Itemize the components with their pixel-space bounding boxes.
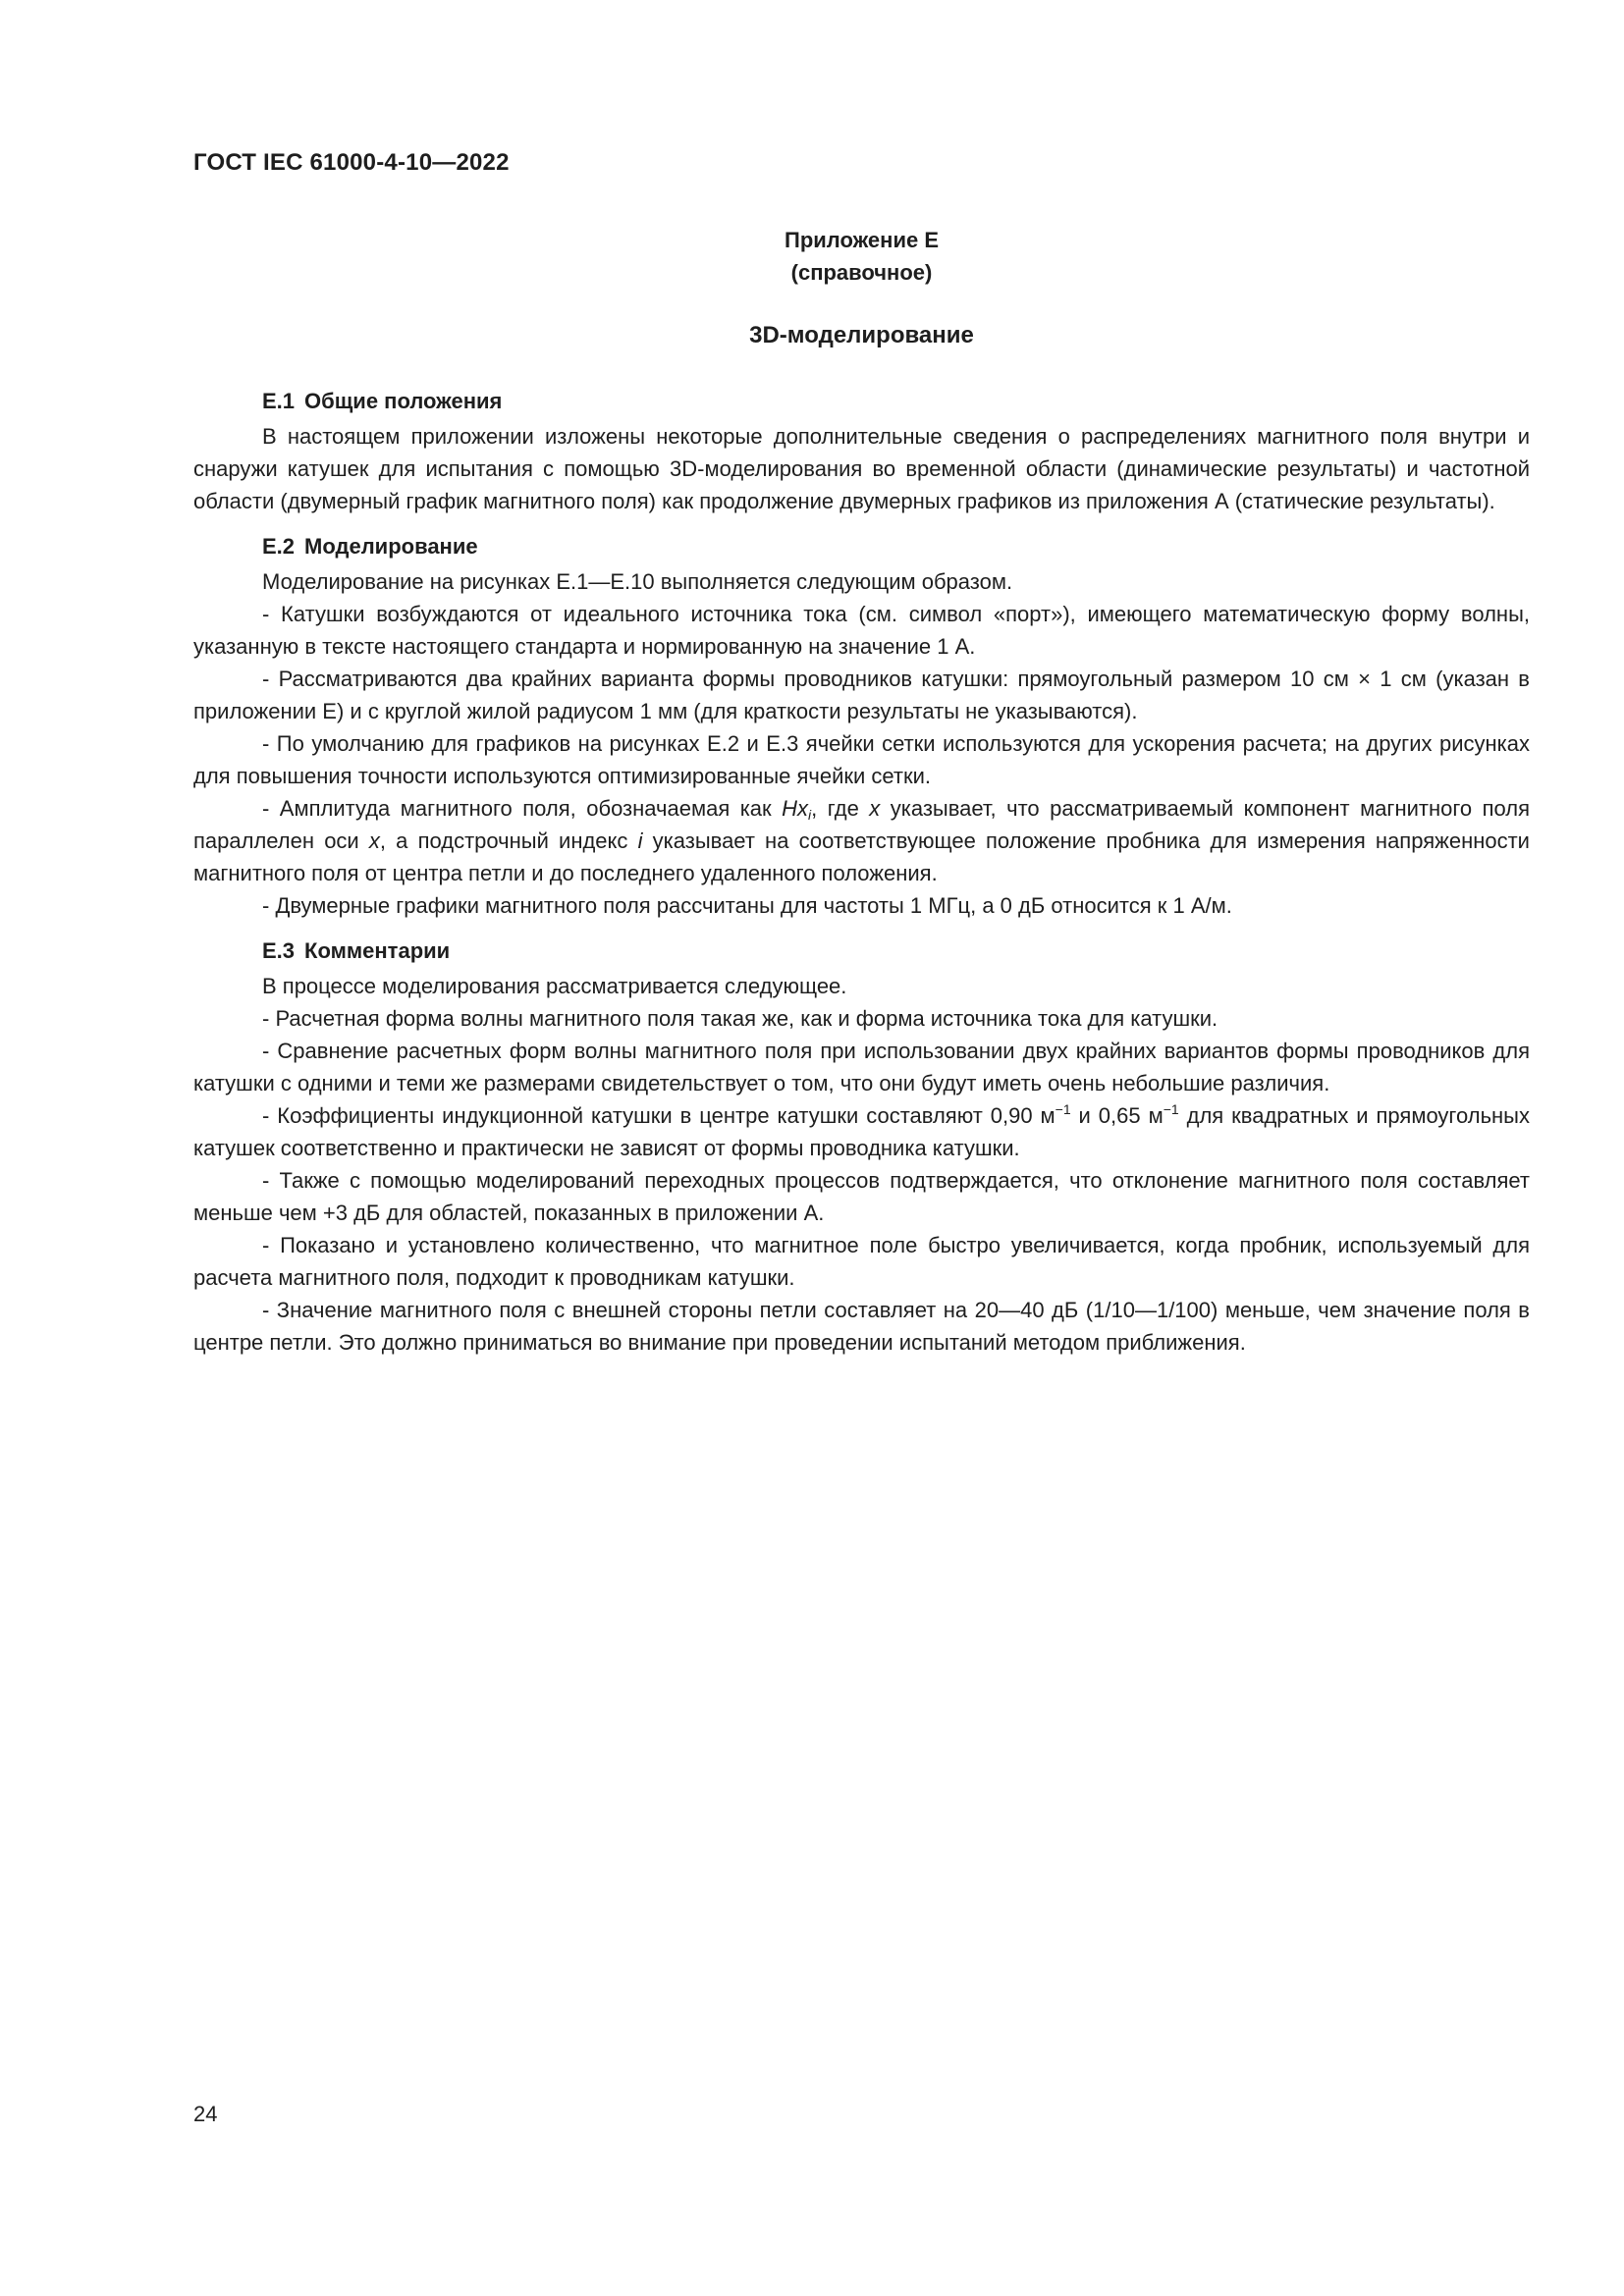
annex-kind: (справочное) [790,260,933,285]
section-e1 [193,385,1530,517]
section-heading [193,385,1530,417]
paragraph: - Двумерные графики магнитного поля рассчитаны для частоты 1 МГц, а 0 дБ относится к 1 А/м. [262,893,1232,918]
section-heading [193,934,1530,967]
paragraph: Моделирование на рисунках Е.1—Е.10 выполняется следующим образом. [262,569,1013,594]
standard-designation: ГОСТ IEC 61000-4-10—2022 [193,149,510,176]
paragraph-amplitude [193,792,1530,889]
paragraph: - Сравнение расчетных форм волны магнитного поля при использовании двух крайних вариантов формы проводников для катушки с одними и теми же размерами свидетельствует о том, что они будут иметь очень небольшие различия. [193,1039,1530,1095]
text-run: - Коэффициенты индукционной катушки в центре катушки составляют 0,90 м [262,1103,1056,1128]
section-title: Комментарии [304,938,451,963]
page-number: 24 [193,2102,218,2126]
paragraph: В процессе моделирования рассматривается следующее. [262,974,847,998]
symbol-text: Hx [782,796,809,821]
annex-subject: 3D-моделирование [749,322,974,348]
paragraph: - Показано и установлено количественно, что магнитное поле быстро увеличивается, когда пробник, используемый для расчета магнитного поля, подходит к проводникам катушки. [193,1233,1530,1290]
paragraph: - Также с помощью моделирований переходных процессов подтверждается, что отклонение магнитного поля составляет меньше чем +3 дБ для областей, показанных в приложении А. [193,1168,1530,1225]
section-title: Моделирование [304,534,478,559]
text-run: , где [811,796,870,821]
variable-x: x [368,828,380,853]
text-run: , а подстрочный индекс [379,828,638,853]
section-title: Общие положения [304,389,503,413]
symbol-subscript: i [808,807,812,823]
annex-title: Приложение Е [785,228,939,252]
text-run: - Амплитуда магнитного поля, обозначаемая как [262,796,783,821]
paragraph-coefficients [193,1099,1530,1164]
section-number: Е.3 [262,938,296,963]
section-heading [193,530,1530,562]
symbol-hx [782,796,811,821]
superscript: −1 [1163,1101,1179,1117]
section-number: Е.1 [262,389,296,413]
text-run: указывает, что рассматриваемый компонент магнитного поля параллелен оси [193,796,1531,853]
text-run: для квадратных и прямоугольных катушек соответственно и практически не зависят от формы проводника катушки. [193,1103,1530,1160]
paragraph: - Катушки возбуждаются от идеального источника тока (см. символ «порт»), имеющего математическую форму волны, указанную в тексте настоящего стандарта и нормированную на значение 1 А. [193,602,1530,659]
variable-x: x [869,796,881,821]
paragraph: В настоящем приложении изложены некоторые дополнительные сведения о распределениях магнитного поля внутри и снаружи катушек для испытания с помощью 3D-моделирования во временной области (динамические результаты) и частотной области (двумерный график магнитного поля) как продолжение двумерных графиков из приложения А (статические результаты). [193,424,1530,513]
section-number: Е.2 [262,534,296,559]
paragraph: - Значение магнитного поля с внешней стороны петли составляет на 20—40 дБ (1/10—1/100) меньше, чем значение поля в центре петли. Это должно приниматься во внимание при проведении испытаний методом приближения. [193,1298,1530,1355]
superscript: −1 [1055,1101,1071,1117]
paragraph: - Рассматриваются два крайних варианта формы проводников катушки: прямоугольный размером 10 см × 1 см (указан в приложении Е) и с круглой жилой радиусом 1 мм (для краткости результаты не указываются). [193,667,1530,723]
variable-i: i [637,828,643,853]
document-body [193,385,1530,1359]
paragraph: - По умолчанию для графиков на рисунках Е.2 и Е.3 ячейки сетки используются для ускорения расчета; на других рисунках для повышения точности используются оптимизированные ячейки сетки. [193,731,1530,788]
section-e2 [193,530,1530,922]
text-run: и 0,65 м [1070,1103,1164,1128]
text-run: указывает на соответствующее положение пробника для измерения напряженности магнитного поля от центра петли и до последнего удаленного положения. [193,828,1530,885]
section-e3 [193,934,1530,1359]
paragraph: - Расчетная форма волны магнитного поля такая же, как и форма источника тока для катушки. [262,1006,1218,1031]
